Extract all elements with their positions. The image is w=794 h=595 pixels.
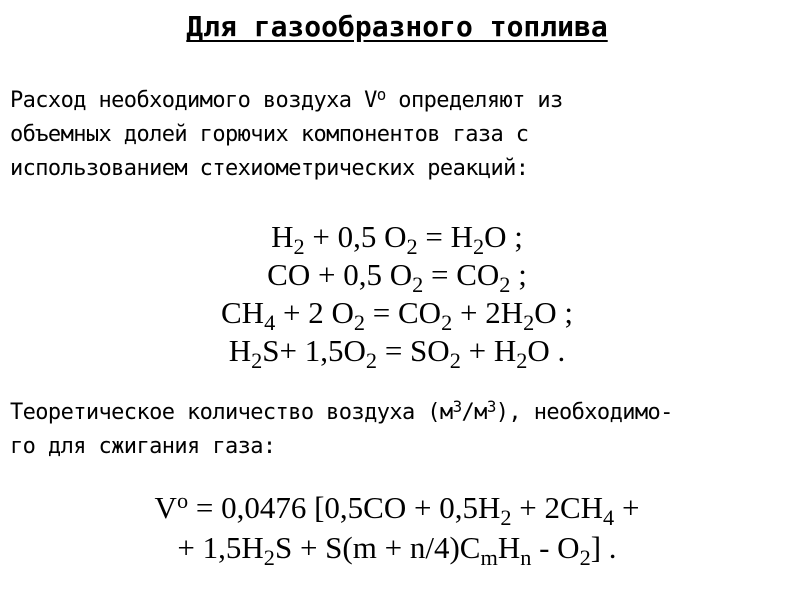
equation-subscript: 2 <box>353 310 366 336</box>
slide-title: Для газообразного топлива <box>186 10 608 43</box>
equation-subscript: 2 <box>406 234 418 260</box>
equation-text: го для сжигания газа: <box>10 434 276 459</box>
intro-line-1 <box>10 84 780 118</box>
equation-text: ; <box>510 257 527 292</box>
equation-superscript: o <box>176 487 189 513</box>
reaction-equation <box>0 256 794 298</box>
equation-text: ), необходимо- <box>495 400 673 425</box>
reaction-equation <box>0 332 794 374</box>
equation-subscript: m <box>480 545 498 571</box>
equation-subscript: 2 <box>251 348 263 374</box>
equation-text: + 2 O <box>275 295 354 330</box>
intro-paragraph <box>10 84 780 186</box>
equation-subscript: 2 <box>412 272 424 298</box>
equation-subscript: 2 <box>500 505 512 531</box>
equation-text: O ; <box>484 219 523 254</box>
theory-line-1 <box>10 396 780 430</box>
theory-paragraph <box>10 396 780 464</box>
formula-line-2 <box>0 528 794 571</box>
equation-text: = CO <box>423 257 500 292</box>
equation-text: O ; <box>534 295 573 330</box>
equation-subscript: 2 <box>263 545 275 571</box>
equation-text: H <box>497 530 521 565</box>
equation-text: + 0,5 O <box>304 219 407 254</box>
equation-text: S + S(m + n/4)C <box>274 530 481 565</box>
intro-line-3: использованием стехиометрических реакций: <box>10 156 529 181</box>
equation-text: CO + 0,5 O <box>267 257 413 292</box>
reaction-equation <box>0 294 794 336</box>
equation-subscript: 2 <box>441 310 453 336</box>
equation-text: = SO <box>377 333 450 368</box>
equation-text: H <box>228 333 252 368</box>
equation-subscript: 2 <box>365 348 378 374</box>
equation-subscript: 2 <box>523 310 535 336</box>
equation-subscript: 2 <box>516 348 528 374</box>
equation-text: = H <box>417 219 474 254</box>
air-volume-formula <box>0 487 794 571</box>
equation-text: S+ 1,5O <box>262 333 366 368</box>
equation-text: Теоретическое количество воздуха (м <box>10 400 453 425</box>
equation-text: - O <box>531 530 580 565</box>
equation-subscript: 2 <box>579 545 591 571</box>
equation-text: = CO <box>365 295 442 330</box>
equation-subscript: n <box>520 545 532 571</box>
equation-text: O . <box>527 333 566 368</box>
equation-text: + 2CH <box>511 490 604 525</box>
reaction-equation <box>0 218 794 260</box>
equation-text: + H <box>460 333 517 368</box>
equation-subscript: 2 <box>473 234 485 260</box>
equation-text: CH <box>221 295 265 330</box>
equation-superscript: 3 <box>486 396 496 416</box>
equation-subscript: 4 <box>603 505 615 531</box>
equation-text: ] . <box>590 530 617 565</box>
equation-subscript: 2 <box>449 348 461 374</box>
equation-superscript: 3 <box>452 396 462 416</box>
intro-line-1-sup: o <box>376 84 386 104</box>
equation-text: = 0,0476 [0,5CO + 0,5H <box>188 490 501 525</box>
intro-line-2: объемных долей горючих компонентов газа с <box>10 122 529 147</box>
intro-line-1-text: Расход необходимого воздуха V <box>10 88 377 113</box>
equation-subscript: 4 <box>264 310 276 336</box>
equation-subscript: 2 <box>499 272 511 298</box>
equation-text: + 1,5H <box>177 530 264 565</box>
equation-text: + 2H <box>452 295 524 330</box>
equation-text: H <box>271 219 294 254</box>
equation-text: + <box>614 490 640 525</box>
equation-text: V <box>154 490 177 525</box>
equation-text: /м <box>461 400 487 425</box>
intro-line-1-tail: определяют из <box>385 88 563 113</box>
theory-line-2 <box>10 430 780 464</box>
equation-subscript: 2 <box>293 234 305 260</box>
formula-line-1 <box>0 487 794 531</box>
reaction-equations <box>0 218 794 374</box>
